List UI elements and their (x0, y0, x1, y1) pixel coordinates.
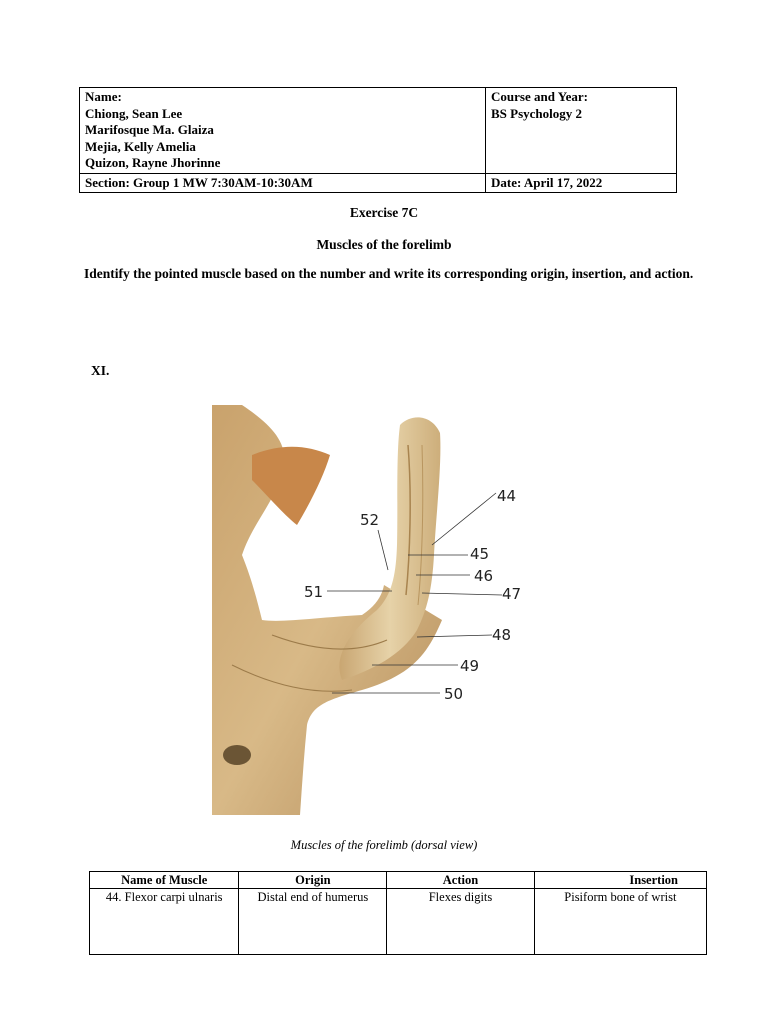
student-name: Quizon, Rayne Jhorinne (85, 155, 221, 170)
figure-label-50: 50 (444, 685, 464, 703)
exercise-subtitle: Muscles of the forelimb (316, 237, 452, 252)
figure-caption: Muscles of the forelimb (dorsal view) (290, 838, 478, 852)
figure-label-49: 49 (460, 657, 480, 675)
figure-label-45: 45 (470, 545, 490, 563)
section-number: XI. (91, 363, 110, 378)
student-name: Marifosque Ma. Glaiza (85, 122, 214, 137)
section-cell: Section: Group 1 MW 7:30AM-10:30AM (80, 173, 486, 193)
figure-label-47: 47 (502, 585, 522, 603)
names-cell (80, 88, 486, 174)
course-cell (486, 88, 677, 174)
figure-label-48: 48 (492, 626, 512, 644)
figure-label-46: 46 (474, 567, 494, 585)
column-header: Insertion (534, 872, 706, 889)
muscle-table (89, 871, 707, 955)
student-name: Chiong, Sean Lee (85, 105, 183, 121)
table-cell: Distal end of humerus (239, 889, 387, 955)
head-flap (252, 447, 330, 525)
table-row (90, 889, 707, 955)
column-header: Action (387, 872, 534, 889)
course-label: Course and Year: (491, 89, 589, 104)
figure-label-52: 52 (360, 511, 380, 529)
table-cell: 44. Flexor carpi ulnaris (90, 889, 239, 955)
student-name: Mejia, Kelly Amelia (85, 138, 196, 154)
instructions: Identify the pointed muscle based on the number and write its corresponding origin, insertion, and action. (84, 266, 694, 281)
date-cell: Date: April 17, 2022 (486, 173, 677, 193)
column-header: Name of Muscle (90, 872, 239, 889)
forelimb-dissection-image (212, 405, 552, 815)
figure-label-51: 51 (304, 583, 324, 601)
figure-label-44: 44 (497, 487, 517, 505)
table-cell: Flexes digits (387, 889, 534, 955)
course-value: BS Psychology 2 (491, 105, 583, 121)
name-label: Name: (85, 89, 122, 104)
exercise-title: Exercise 7C (349, 205, 419, 220)
table-cell: Pisiform bone of wrist (534, 889, 706, 955)
table-header-row (90, 872, 707, 889)
column-header: Origin (239, 872, 387, 889)
student-info-table (79, 87, 677, 193)
